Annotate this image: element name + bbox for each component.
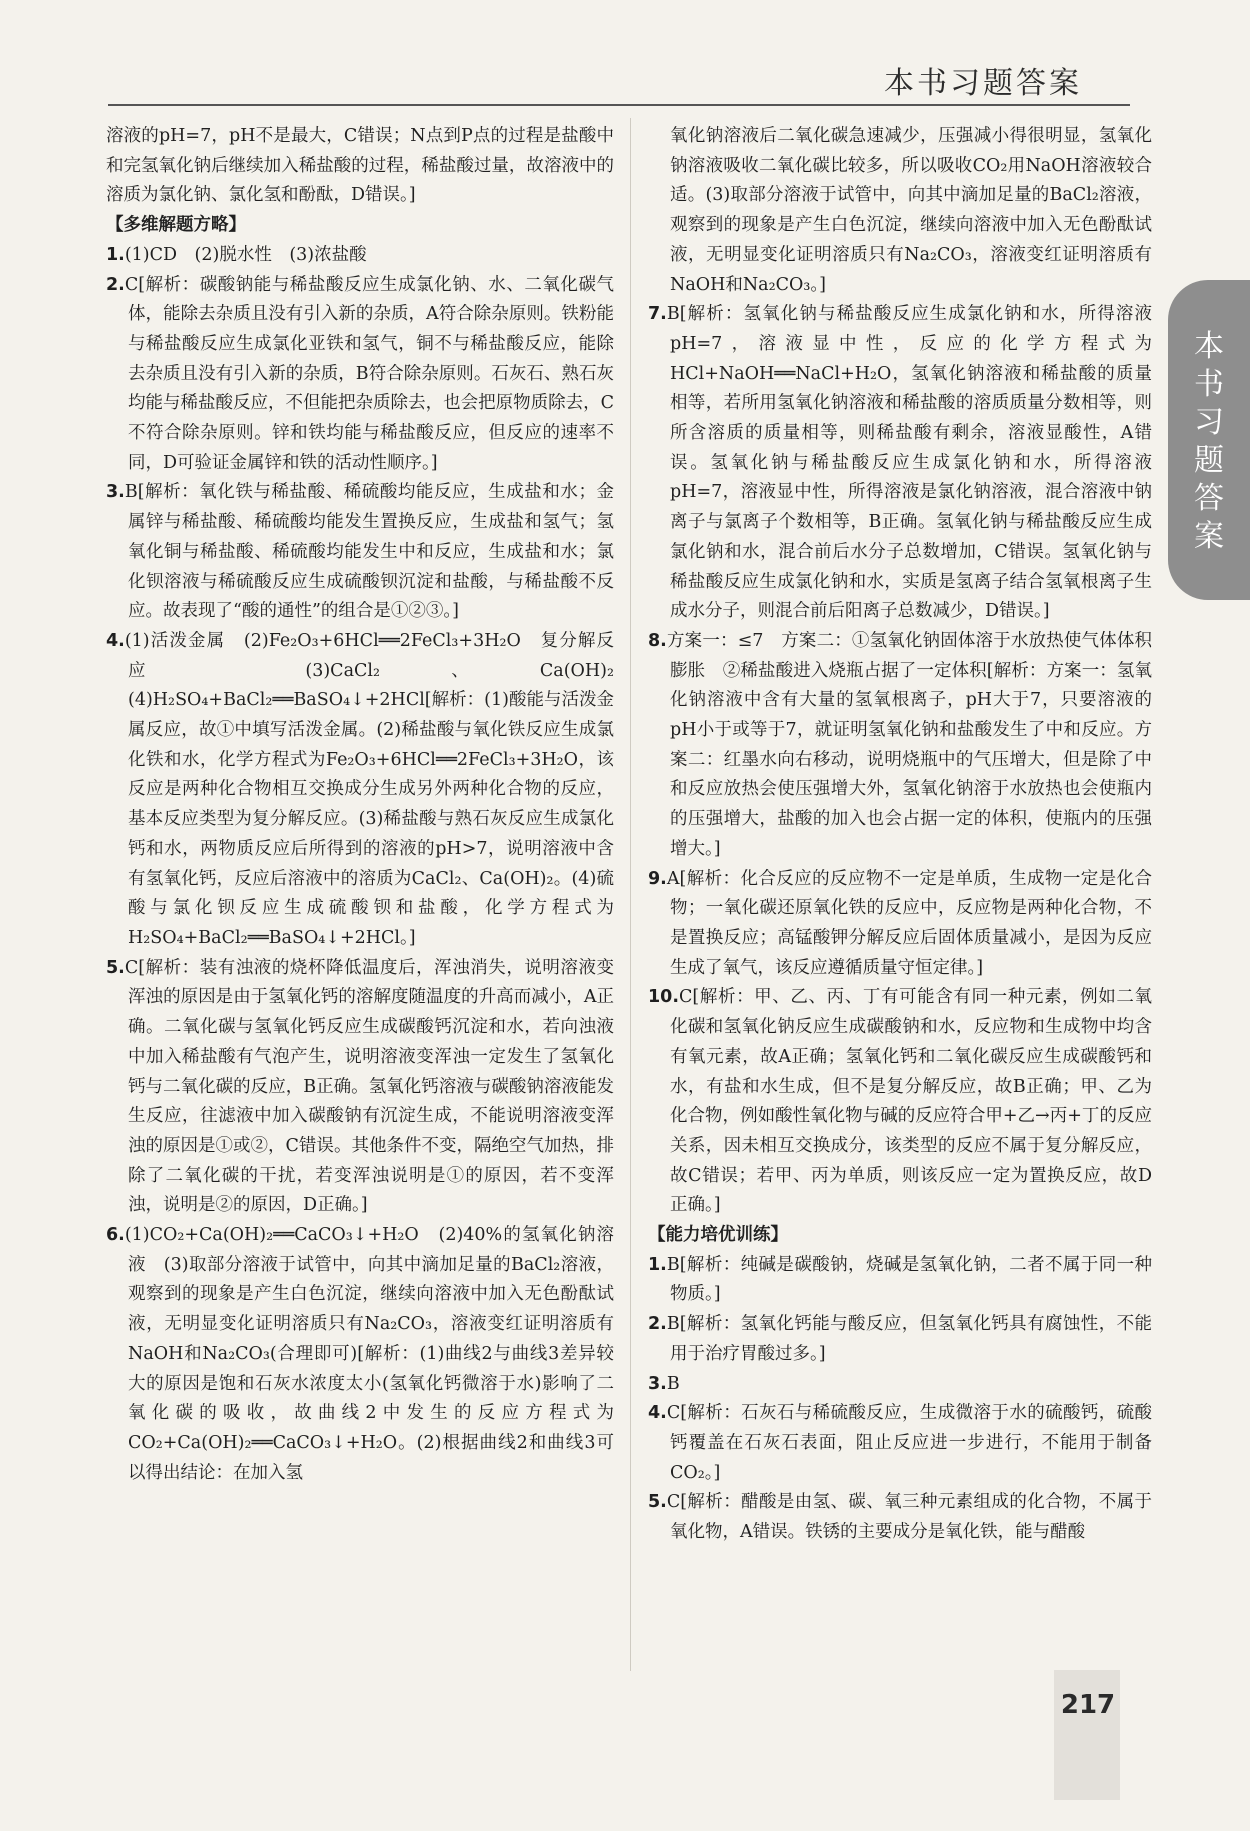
training-item-4 bbox=[648, 1399, 1152, 1488]
item-text: C[解析：碳酸钠能与稀盐酸反应生成氯化钠、水、二氧化碳气体，能除去杂质且没有引入新的杂质，A符合除杂原则。铁粉能与稀盐酸反应生成氯化亚铁和氢气，铜不与稀盐酸反应，能除去杂质且没有引入新的杂质，B符合除杂原则。石灰石、熟石灰均能与稀盐酸反应，不但能把杂质除去，也会把原物质除去，C不符合除杂原则。锌和铁均能与稀盐酸反应，但反应的速率不同，D可验证金属锌和铁的活动性顺序。] bbox=[124, 274, 614, 473]
side-tab bbox=[1168, 280, 1250, 600]
item-text: B bbox=[666, 1373, 680, 1394]
item-number: 9. bbox=[648, 868, 667, 889]
item-number: 2. bbox=[106, 274, 125, 295]
item-number: 10. bbox=[648, 987, 680, 1008]
item-text: (1)活泼金属 (2)Fe₂O₃+6HCl══2FeCl₃+3H₂O 复分解反应 (3)CaCl₂、Ca(OH)₂ (4)H₂SO₄+BaCl₂══BaSO₄↓+2HCl[解析：(1)酸能与活泼金属反应，故①中填写活泼金属。(2)稀盐酸与氧化铁反应生成氯化铁和水，化学方程式为Fe₂O₃+6HCl══2FeCl₃+3H₂O，该反应是两种化合物相互交换成分生成另外两种化合物的反应，基本反应类型为复分解反应。(3)稀盐酸与熟石灰反应生成氯化钙和水，两物质反应后所得到的溶液的pH>7，说明溶液中含有氢氧化钙，反应后溶液中的溶质为CaCl₂、Ca(OH)₂。(4)硫酸与氯化钡反应生成硫酸钡和盐酸，化学方程式为H₂SO₄+BaCl₂══BaSO₄↓+2HCl。] bbox=[124, 630, 632, 948]
item-number: 8. bbox=[648, 630, 667, 651]
page-number: 217 bbox=[1060, 1690, 1116, 1720]
item-text: C[解析：石灰石与稀硫酸反应，生成微溶于水的硫酸钙，硫酸钙覆盖在石灰石表面，阻止反应进一步进行，不能用于制备CO₂。] bbox=[666, 1403, 1152, 1483]
item-text: B[解析：氢氧化钙能与酸反应，但氢氧化钙具有腐蚀性，不能用于治疗胃酸过多。] bbox=[666, 1314, 1152, 1364]
training-item-5 bbox=[648, 1488, 1152, 1547]
item-text: (1)CO₂+Ca(OH)₂══CaCO₃↓+H₂O (2)40%的氢氧化钠溶液 (3)取部分溶液于试管中，向其中滴加足量的BaCl₂溶液，观察到的现象是产生白色沉淀，继续向溶液中加入无色酚酞试液，无明显变化证明溶质只有Na₂CO₃，溶液变红证明溶质有NaOH和Na₂CO₃(合理即可)[解析：(1)曲线2与曲线3差异较大的原因是饱和石灰水浓度太小(氢氧化钙微溶于水)影响了二氧化碳的吸收，故曲线2中发生的反应方程式为CO₂+Ca(OH)₂══CaCO₃↓+H₂O。(2)根据曲线2和曲线3可以得出结论：在加入氢 bbox=[124, 1225, 614, 1483]
item-text: 方案一：≤7 方案二：①氢氧化钠固体溶于水放热使气体体积膨胀 ②稀盐酸进入烧瓶占据了一定体积[解析：方案一：氢氧化钠溶液中含有大量的氢氧根离子，pH大于7，只要溶液的pH小于或等于7，就证明氢氧化钠和盐酸发生了中和反应。方案二：红墨水向右移动，说明烧瓶中的气压增大，但是除了中和反应放热会使压强增大外，氢氧化钠溶于水放热也会使瓶内的压强增大，盐酸的加入也会占据一定的体积，使瓶内的压强增大。] bbox=[666, 630, 1152, 859]
section-heading-multidim: 【多维解题方略】 bbox=[106, 215, 246, 236]
section-heading-training: 【能力培优训练】 bbox=[648, 1225, 788, 1246]
item-number: 1. bbox=[648, 1254, 667, 1275]
column-divider bbox=[630, 118, 631, 1671]
left-column bbox=[106, 122, 632, 1488]
item-number: 5. bbox=[648, 1492, 667, 1513]
answer-item-6-continued: 氧化钠溶液后二氧化碳急速减少，压强减小得很明显，氢氧化钠溶液吸收二氧化碳比较多，所以吸收CO₂用NaOH溶液较合适。(3)取部分溶液于试管中，向其中滴加足量的BaCl₂溶液，观察到的现象是产生白色沉淀，继续向溶液中加入无色酚酞试液，无明显变化证明溶质只有Na₂CO₃，溶液变红证明溶质有NaOH和Na₂CO₃。] bbox=[670, 126, 1152, 295]
answer-item-1 bbox=[106, 241, 614, 271]
item-number: 6. bbox=[106, 1225, 125, 1246]
item-number: 4. bbox=[106, 630, 125, 651]
intro-paragraph: 溶液的pH=7，pH不是最大，C错误；N点到P点的过程是盐酸中和完氢氧化钠后继续加入稀盐酸的过程，稀盐酸过量，故溶液中的溶质为氯化钠、氯化氢和酚酞，D错误。] bbox=[106, 126, 614, 206]
item-text: C[解析：装有浊液的烧杯降低温度后，浑浊消失，说明溶液变浑浊的原因是由于氢氧化钙的溶解度随温度的升高而减小，A正确。二氧化碳与氢氧化钙反应生成碳酸钙沉淀和水，若向浊液中加入稀盐酸有气泡产生，说明溶液变浑浊一定发生了氢氧化钙与二氧化碳的反应，B正确。氢氧化钙溶液与碳酸钠溶液能发生反应，往滤液中加入碳酸钠有沉淀生成，不能说明溶液变浑浊的原因是①或②，C错误。其他条件不变，隔绝空气加热，排除了二氧化碳的干扰，若变浑浊说明是①的原因，若不变浑浊，说明是②的原因，D正确。] bbox=[124, 957, 614, 1216]
item-text: B[解析：氧化铁与稀盐酸、稀硫酸均能反应，生成盐和水；金属锌与稀盐酸、稀硫酸均能发生置换反应，生成盐和氢气；氢氧化铜与稀盐酸、稀硫酸均能发生中和反应，生成盐和水；氯化钡溶液与稀硫酸反应生成硫酸钡沉淀和盐酸，与稀盐酸不反应。故表现了“酸的通性”的组合是①②③。] bbox=[124, 482, 614, 622]
answer-item-9 bbox=[648, 865, 1152, 984]
item-text: (1)CD (2)脱水性 (3)浓盐酸 bbox=[124, 244, 367, 265]
right-column bbox=[648, 122, 1152, 1548]
answer-item-4 bbox=[106, 627, 632, 954]
item-number: 5. bbox=[106, 957, 125, 978]
answer-item-5 bbox=[106, 954, 614, 1221]
item-number: 3. bbox=[106, 482, 125, 503]
side-tab-label: 本书习题答案 bbox=[1194, 329, 1224, 554]
item-text: B[解析：氢氧化钠与稀盐酸反应生成氯化钠和水，所得溶液pH=7，溶液显中性，反应的化学方程式为HCl+NaOH══NaCl+H₂O，氢氧化钠溶液和稀盐酸的质量相等，若所用氢氧化钠溶液和稀盐酸的溶质质量分数相等，则所含溶质的质量相等，则稀盐酸有剩余，溶液显酸性，A错误。氢氧化钠与稀盐酸反应生成氯化钠和水，所得溶液pH=7，溶液显中性，所得溶液是氯化钠溶液，混合溶液中钠离子与氯离子个数相等，B正确。氢氧化钠与稀盐酸反应生成氯化钠和水，混合前后水分子总数增加，C错误。氢氧化钠与稀盐酸反应生成氯化钠和水，实质是氢离子结合氢氧根离子生成水分子，则混合前后阳离子总数减少，D错误。] bbox=[666, 304, 1152, 622]
answer-item-6 bbox=[106, 1221, 614, 1488]
item-number: 1. bbox=[106, 244, 125, 265]
item-text: C[解析：甲、乙、丙、丁有可能含有同一种元素，例如二氧化碳和氢氧化钠反应生成碳酸钠和水，反应物和生成物中均含有氧元素，故A正确；氢氧化钙和二氧化碳反应生成碳酸钙和水，有盐和水生成，但不是复分解反应，故B正确；甲、乙为化合物，例如酸性氧化物与碱的反应符合甲+乙→丙+丁的反应关系，因未相互交换成分，该类型的反应不属于复分解反应，故C错误；若甲、丙为单质，则该反应一定为置换反应，故D正确。] bbox=[670, 987, 1152, 1216]
item-number: 2. bbox=[648, 1314, 667, 1335]
training-item-1 bbox=[648, 1251, 1152, 1310]
item-number: 3. bbox=[648, 1373, 667, 1394]
item-text: A[解析：化合反应的反应物不一定是单质，生成物一定是化合物；一氧化碳还原氧化铁的反应中，反应物是两种化合物，不是置换反应；高锰酸钾分解反应后固体质量减小，是因为反应生成了氧气，该反应遵循质量守恒定律。] bbox=[666, 868, 1152, 978]
item-number: 7. bbox=[648, 304, 667, 325]
training-item-2 bbox=[648, 1310, 1152, 1369]
item-number: 4. bbox=[648, 1403, 667, 1424]
answer-item-10 bbox=[648, 983, 1152, 1221]
training-item-3 bbox=[648, 1370, 1152, 1400]
answer-item-3 bbox=[106, 478, 614, 627]
answer-item-2 bbox=[106, 271, 614, 479]
header-rule bbox=[108, 104, 1130, 106]
item-text: C[解析：醋酸是由氢、碳、氧三种元素组成的化合物，不属于氧化物，A错误。铁锈的主要成分是氧化铁，能与醋酸 bbox=[666, 1492, 1152, 1543]
answer-item-8 bbox=[648, 627, 1152, 865]
answer-item-7 bbox=[648, 300, 1152, 627]
header-title: 本书习题答案 bbox=[884, 66, 1082, 101]
item-text: B[解析：纯碱是碳酸钠，烧碱是氢氧化钠，二者不属于同一种物质。] bbox=[666, 1254, 1152, 1305]
